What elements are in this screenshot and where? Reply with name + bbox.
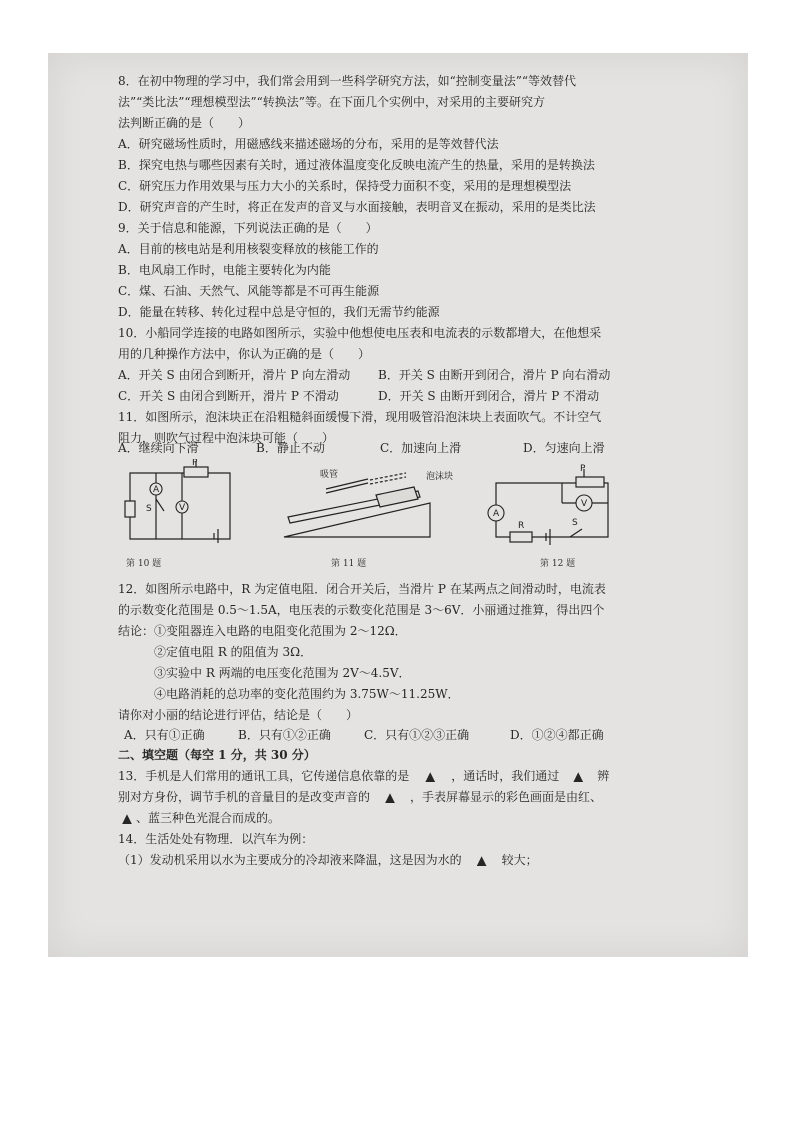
q9-option-b: B．电风扇工作时，电能主要转化为内能 bbox=[118, 263, 331, 277]
fig12-label-a: A bbox=[493, 509, 500, 519]
q14-text-1a: （1）发动机采用以水为主要成分的冷却液来降温，这是因为水的 bbox=[118, 853, 462, 867]
q13-text-1c: 辨 bbox=[597, 769, 610, 783]
q10-option-d: D．开关 S 由断开到闭合，滑片 P 不滑动 bbox=[378, 389, 600, 403]
q8-option-b: B．探究电热与哪些因素有关时，通过液体温度变化反映电流产生的热量，采用的是转换法 bbox=[118, 158, 595, 172]
q12-option-c: C．只有①②③正确 bbox=[364, 728, 470, 742]
fig11-label-straw: 吸管 bbox=[320, 470, 339, 480]
fig12-label-s: S bbox=[572, 518, 578, 528]
q13-text-2a: 别对方身份，调节手机的音量目的是改变声音的 bbox=[118, 790, 371, 804]
q10-stem-line1: 10．小船同学连接的电路如图所示，实验中他想使电压表和电流表的示数都增大，在他想采 bbox=[118, 326, 602, 340]
q11-stem-line2: 阻力，则吹气过程中泡沫块可能（ ） bbox=[118, 431, 335, 445]
q8-option-a: A．研究磁场性质时，用磁感线来描述磁场的分布，采用的是等效替代法 bbox=[118, 137, 499, 151]
q12-conclusion-1: 结论：①变阻器连入电路的电阻变化范围为 2～12Ω． bbox=[118, 624, 407, 638]
q13-text-1a: 13．手机是人们常用的通讯工具，它传递信息依靠的是 bbox=[118, 769, 410, 783]
q10-stem-line2: 用的几种操作方法中，你认为正确的是（ ） bbox=[118, 347, 371, 361]
fig10-label-v: V bbox=[179, 503, 186, 513]
q8-stem-line3: 法判断正确的是（ ） bbox=[118, 116, 251, 130]
q10-option-a: A．开关 S 由闭合到断开，滑片 P 向左滑动 bbox=[118, 368, 351, 382]
q13-text-2b: ，手表屏幕显示的彩色画面是由红、 bbox=[410, 790, 603, 804]
q9-option-d: D．能量在转移、转化过程中总是守恒的，我们无需节约能源 bbox=[118, 305, 440, 319]
q14-blank-1[interactable]: ▲ bbox=[477, 853, 487, 867]
q8-option-d: D．研究声音的产生时，将正在发声的音叉与水面接触，表明音叉在振动，采用的是类比法 bbox=[118, 200, 596, 214]
figure-12-caption: 第 12 题 bbox=[540, 559, 576, 569]
fig10-label-a: A bbox=[153, 485, 160, 495]
q12-option-a: A．只有①正确 bbox=[124, 728, 205, 742]
q11-option-d: D．匀速向上滑 bbox=[523, 441, 605, 455]
figure-12-circuit bbox=[484, 463, 634, 551]
fig10-label-p: P bbox=[192, 459, 198, 468]
q12-option-d: D．①②④都正确 bbox=[510, 728, 604, 742]
q11-option-b: B．静止不动 bbox=[256, 441, 325, 455]
q13-text-3b: 、蓝三种色光混合而成的。 bbox=[136, 811, 281, 825]
fig12-label-r: R bbox=[518, 521, 525, 531]
q9-option-c: C．煤、石油、天然气、风能等都是不可再生能源 bbox=[118, 284, 380, 298]
q9-stem: 9．关于信息和能源，下列说法正确的是（ ） bbox=[118, 221, 378, 235]
q13-text-1b: ，通话时，我们通过 bbox=[451, 769, 560, 783]
figure-11-caption: 第 11 题 bbox=[331, 559, 367, 569]
q10-option-c: C．开关 S 由闭合到断开，滑片 P 不滑动 bbox=[118, 389, 339, 403]
q11-stem-line1: 11．如图所示，泡沫块正在沿粗糙斜面缓慢下滑，现用吸管沿泡沫块上表面吹气。不计空气 bbox=[118, 410, 602, 424]
q12-conclusion-2: ②定值电阻 R 的阻值为 3Ω． bbox=[154, 645, 313, 659]
q8-stem-line1: 8．在初中物理的学习中，我们常会用到一些科学研究方法，如“控制变量法”“等效替代 bbox=[118, 74, 577, 88]
q9-option-a: A．目前的核电站是利用核裂变释放的核能工作的 bbox=[118, 242, 379, 256]
q13-blank-2[interactable]: ▲ bbox=[573, 769, 583, 783]
figure-10-circuit bbox=[120, 459, 244, 551]
q12-conclusion-3: ③实验中 R 两端的电压变化范围为 2V～4.5V． bbox=[154, 666, 411, 680]
section-2-title: 二、填空题（每空 1 分，共 30 分） bbox=[118, 748, 316, 762]
exam-page bbox=[48, 53, 748, 957]
q8-option-c: C．研究压力作用效果与压力大小的关系时，保持受力面积不变，采用的是理想模型法 bbox=[118, 179, 572, 193]
q13-blank-4[interactable]: ▲ bbox=[122, 811, 132, 825]
fig12-label-p: P bbox=[580, 464, 586, 474]
q13-line3 bbox=[118, 808, 280, 828]
fig12-label-v: V bbox=[581, 499, 588, 509]
q14-stem: 14．生活处处有物理．以汽车为例： bbox=[118, 832, 314, 846]
q13-blank-3[interactable]: ▲ bbox=[385, 790, 395, 804]
q12-stem-line2: 的示数变化范围是 0.5～1.5A，电压表的示数变化范围是 3～6V．小丽通过推算，得出四个 bbox=[118, 603, 605, 617]
figure-10-caption: 第 10 题 bbox=[126, 559, 162, 569]
q14-sub1 bbox=[118, 850, 538, 870]
q8-stem-line2: 法”“类比法”“理想模型法”“转换法”等。在下面几个实例中，对采用的主要研究方 bbox=[118, 95, 545, 109]
q10-option-b: B．开关 S 由断开到闭合，滑片 P 向右滑动 bbox=[378, 368, 611, 382]
q11-option-c: C．加速向上滑 bbox=[380, 441, 462, 455]
q12-option-b: B．只有①②正确 bbox=[238, 728, 331, 742]
q12-conclusion-4: ④电路消耗的总功率的变化范围约为 3.75W～11.25W． bbox=[154, 687, 460, 701]
q13-line1 bbox=[118, 766, 609, 786]
q13-blank-1[interactable]: ▲ bbox=[425, 769, 435, 783]
q14-text-1b: 较大； bbox=[501, 853, 538, 867]
fig10-label-s: S bbox=[146, 504, 152, 514]
fig11-label-foam: 泡沫块 bbox=[426, 472, 454, 482]
q13-line2 bbox=[118, 787, 602, 807]
figure-11-incline bbox=[280, 465, 480, 543]
q12-prompt: 请你对小丽的结论进行评估，结论是（ ） bbox=[118, 708, 359, 722]
q12-stem-line1: 12．如图所示电路中，R 为定值电阻．闭合开关后，当滑片 P 在某两点之间滑动时，电流表 bbox=[118, 582, 606, 596]
q11-option-a: A．继续向下滑 bbox=[118, 441, 199, 455]
